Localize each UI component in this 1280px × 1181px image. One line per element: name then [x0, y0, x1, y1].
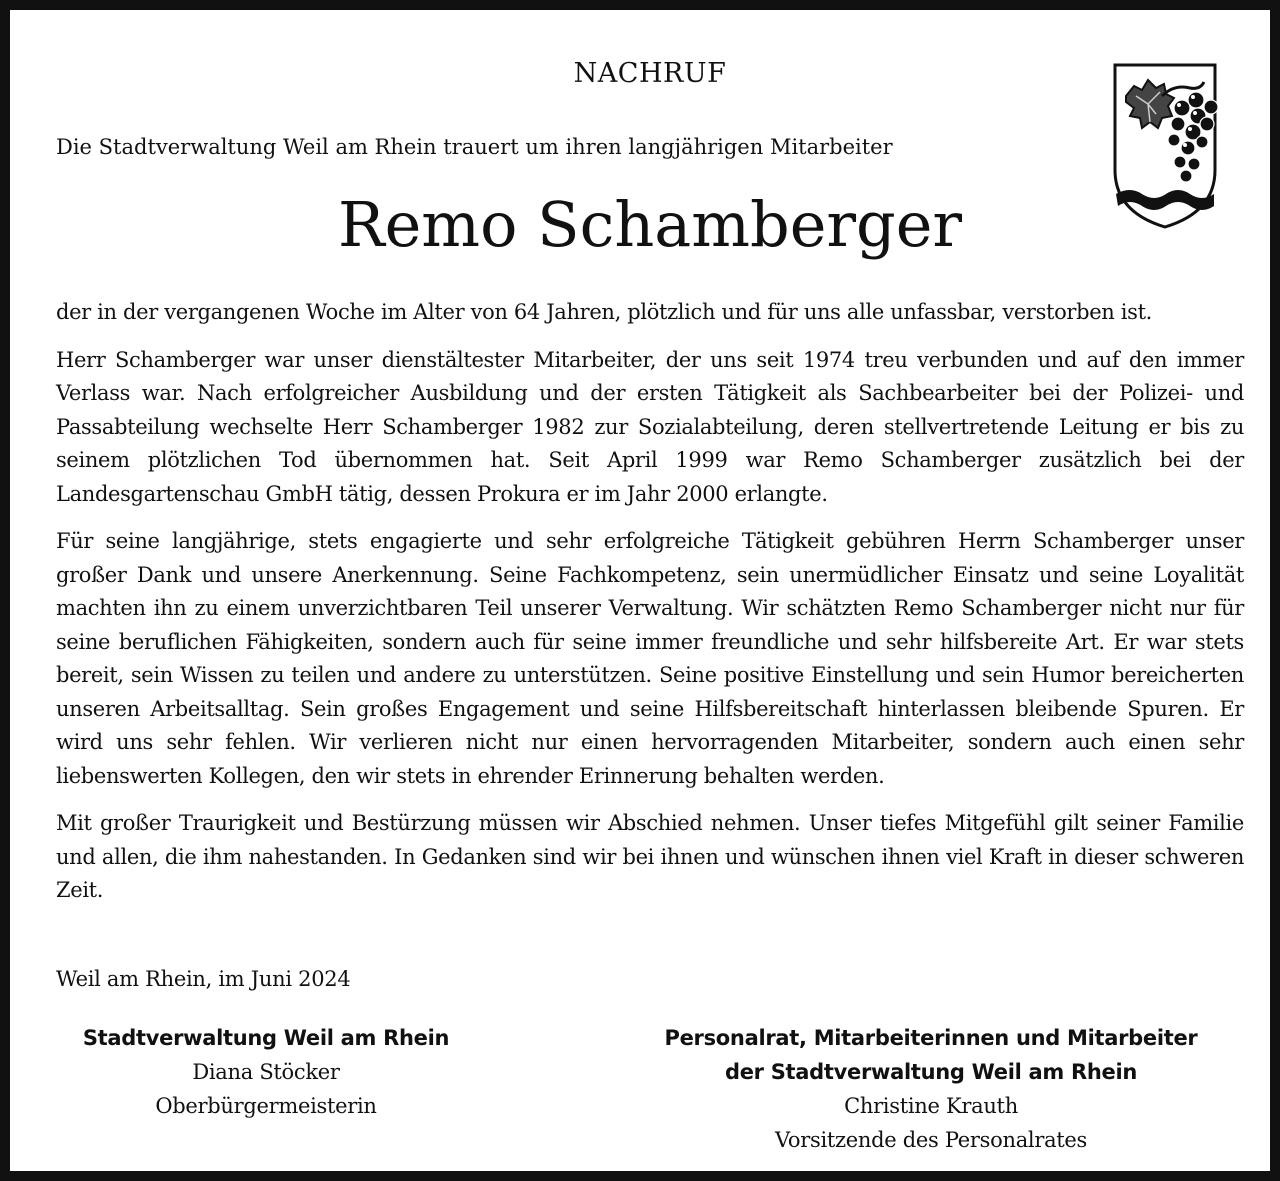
deceased-name: Remo Schamberger — [337, 188, 963, 261]
paragraph-1: der in der vergangenen Woche im Alter von 64 Jahren, plötzlich und für uns alle unfassbar, verstorben ist. — [56, 300, 1152, 324]
signature-person: Diana Stöcker — [192, 1060, 340, 1084]
signature-org-line1: Personalrat, Mitarbeiterinnen und Mitarbeiter — [664, 1026, 1198, 1050]
signature-role: Oberbürgermeisterin — [155, 1094, 377, 1118]
paragraph-2: Herr Schamberger war unser dienstältester Mitarbeiter, der uns seit 1974 treu verbunden und auf den immer Verlass war. Nach erfolgreicher Ausbildung und der ersten Tätigkeit als Sachbearbeiter bei der Polizei- und Passabteilung wechselte Herr Schamberger 1982 zur Sozialabteilung, deren stellvertretende Leitung er bis zu seinem plötzlichen Tod übernommen hat. Seit April 1999 war Remo Schamberger zusätzlich bei der Landesgartenschau GmbH tätig, dessen Prokura er im Jahr 2000 erlangte. — [56, 347, 1244, 506]
signature-block-right — [606, 1021, 1256, 1157]
paragraph-3: Für seine langjährige, stets engagierte und sehr erfolgreiche Tätigkeit gebühren Herrn Schamberger unser großer Dank und unsere Anerkennung. Seine Fachkompetenz, sein unermüdlicher Einsatz und seine Loyalität machten ihn zu einem unverzichtbaren Teil unserer Verwaltung. Wir schätzten Remo Schamberger nicht nur für seine beruflichen Fähigkeiten, sondern auch für seine immer freundliche und sehr hilfsbereite Art. Er war stets bereit, sein Wissen zu teilen und andere zu unterstützen. Seine positive Einstellung und sein Humor bereicherten unseren Arbeitsalltag. Sein großes Engagement und seine Hilfsbereitschaft hinterlassen bleibende Spuren. Er wird uns sehr fehlen. Wir verlieren nicht nur einen hervorragenden Mitarbeiter, sondern auch einen sehr liebenswerten Kollegen, den wir stets in ehrender Erinnerung behalten werden. — [56, 529, 1244, 788]
signature-block-left — [56, 1021, 476, 1123]
notice-heading: NACHRUF — [573, 58, 727, 89]
place-date: Weil am Rhein, im Juni 2024 — [56, 967, 351, 991]
obituary-body — [56, 296, 1244, 922]
signature-person: Christine Krauth — [844, 1094, 1018, 1118]
intro-line: Die Stadtverwaltung Weil am Rhein trauert um ihren langjährigen Mitarbeiter — [56, 135, 893, 159]
signature-role: Vorsitzende des Personalrates — [774, 1128, 1088, 1152]
coat-of-arms-icon — [1112, 62, 1218, 230]
signature-org: Stadtverwaltung Weil am Rhein — [82, 1026, 450, 1050]
signature-org-line2: der Stadtverwaltung Weil am Rhein — [724, 1060, 1138, 1084]
paragraph-4: Mit großer Traurigkeit und Bestürzung müssen wir Abschied nehmen. Unser tiefes Mitgefühl gilt seiner Familie und allen, die ihm nahestanden. In Gedanken sind wir bei ihnen und wünschen ihnen viel Kraft in dieser schweren Zeit. — [56, 811, 1244, 902]
